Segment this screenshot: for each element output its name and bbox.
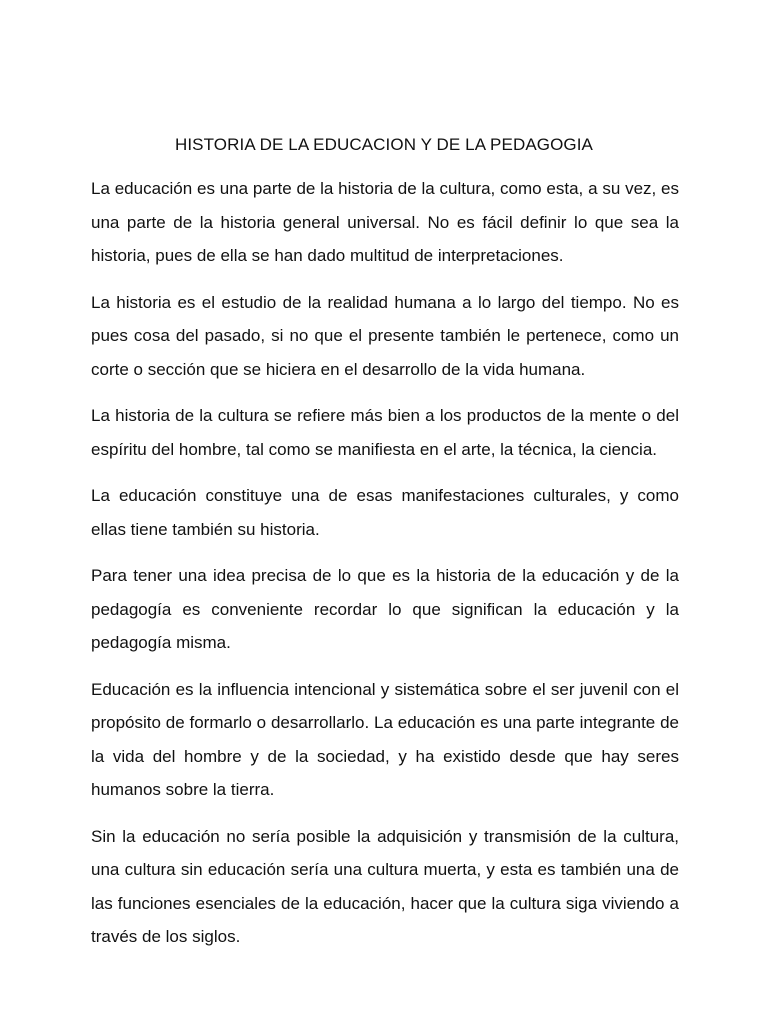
paragraph-4: La educación constituye una de esas manifestaciones culturales, y como ellas tiene también su historia.: [91, 486, 679, 539]
document-title: HISTORIA DE LA EDUCACION Y DE LA PEDAGOGIA: [174, 135, 593, 154]
paragraph-6: Educación es la influencia intencional y sistemática sobre el ser juvenil con el propósito de formarlo o desarrollarlo. La educación es una parte integrante de la vida del hombre y de la sociedad, y ha existido desde que hay seres humanos sobre la tierra.: [91, 679, 679, 799]
document-body: [91, 172, 679, 967]
paragraph-7: Sin la educación no sería posible la adquisición y transmisión de la cultura, una cultura sin educación sería una cultura muerta, y esta es también una de las funciones esenciales de la educación, hacer que la cultura siga viviendo a través de los siglos.: [91, 826, 679, 946]
paragraph-3: La historia de la cultura se refiere más bien a los productos de la mente o del espíritu del hombre, tal como se manifiesta en el arte, la técnica, la ciencia.: [91, 406, 679, 459]
paragraph-1: La educación es una parte de la historia de la cultura, como esta, a su vez, es una parte de la historia general universal. No es fácil definir lo que sea la historia, pues de ella se han dado multitud de interpretaciones.: [91, 179, 679, 265]
paragraph-2: La historia es el estudio de la realidad humana a lo largo del tiempo. No es pues cosa del pasado, si no que el presente también le pertenece, como un corte o sección que se hiciera en el desarrollo de la vida humana.: [91, 292, 679, 379]
paragraph-5: Para tener una idea precisa de lo que es la historia de la educación y de la pedagogía es conveniente recordar lo que significan la educación y la pedagogía misma.: [91, 566, 679, 652]
